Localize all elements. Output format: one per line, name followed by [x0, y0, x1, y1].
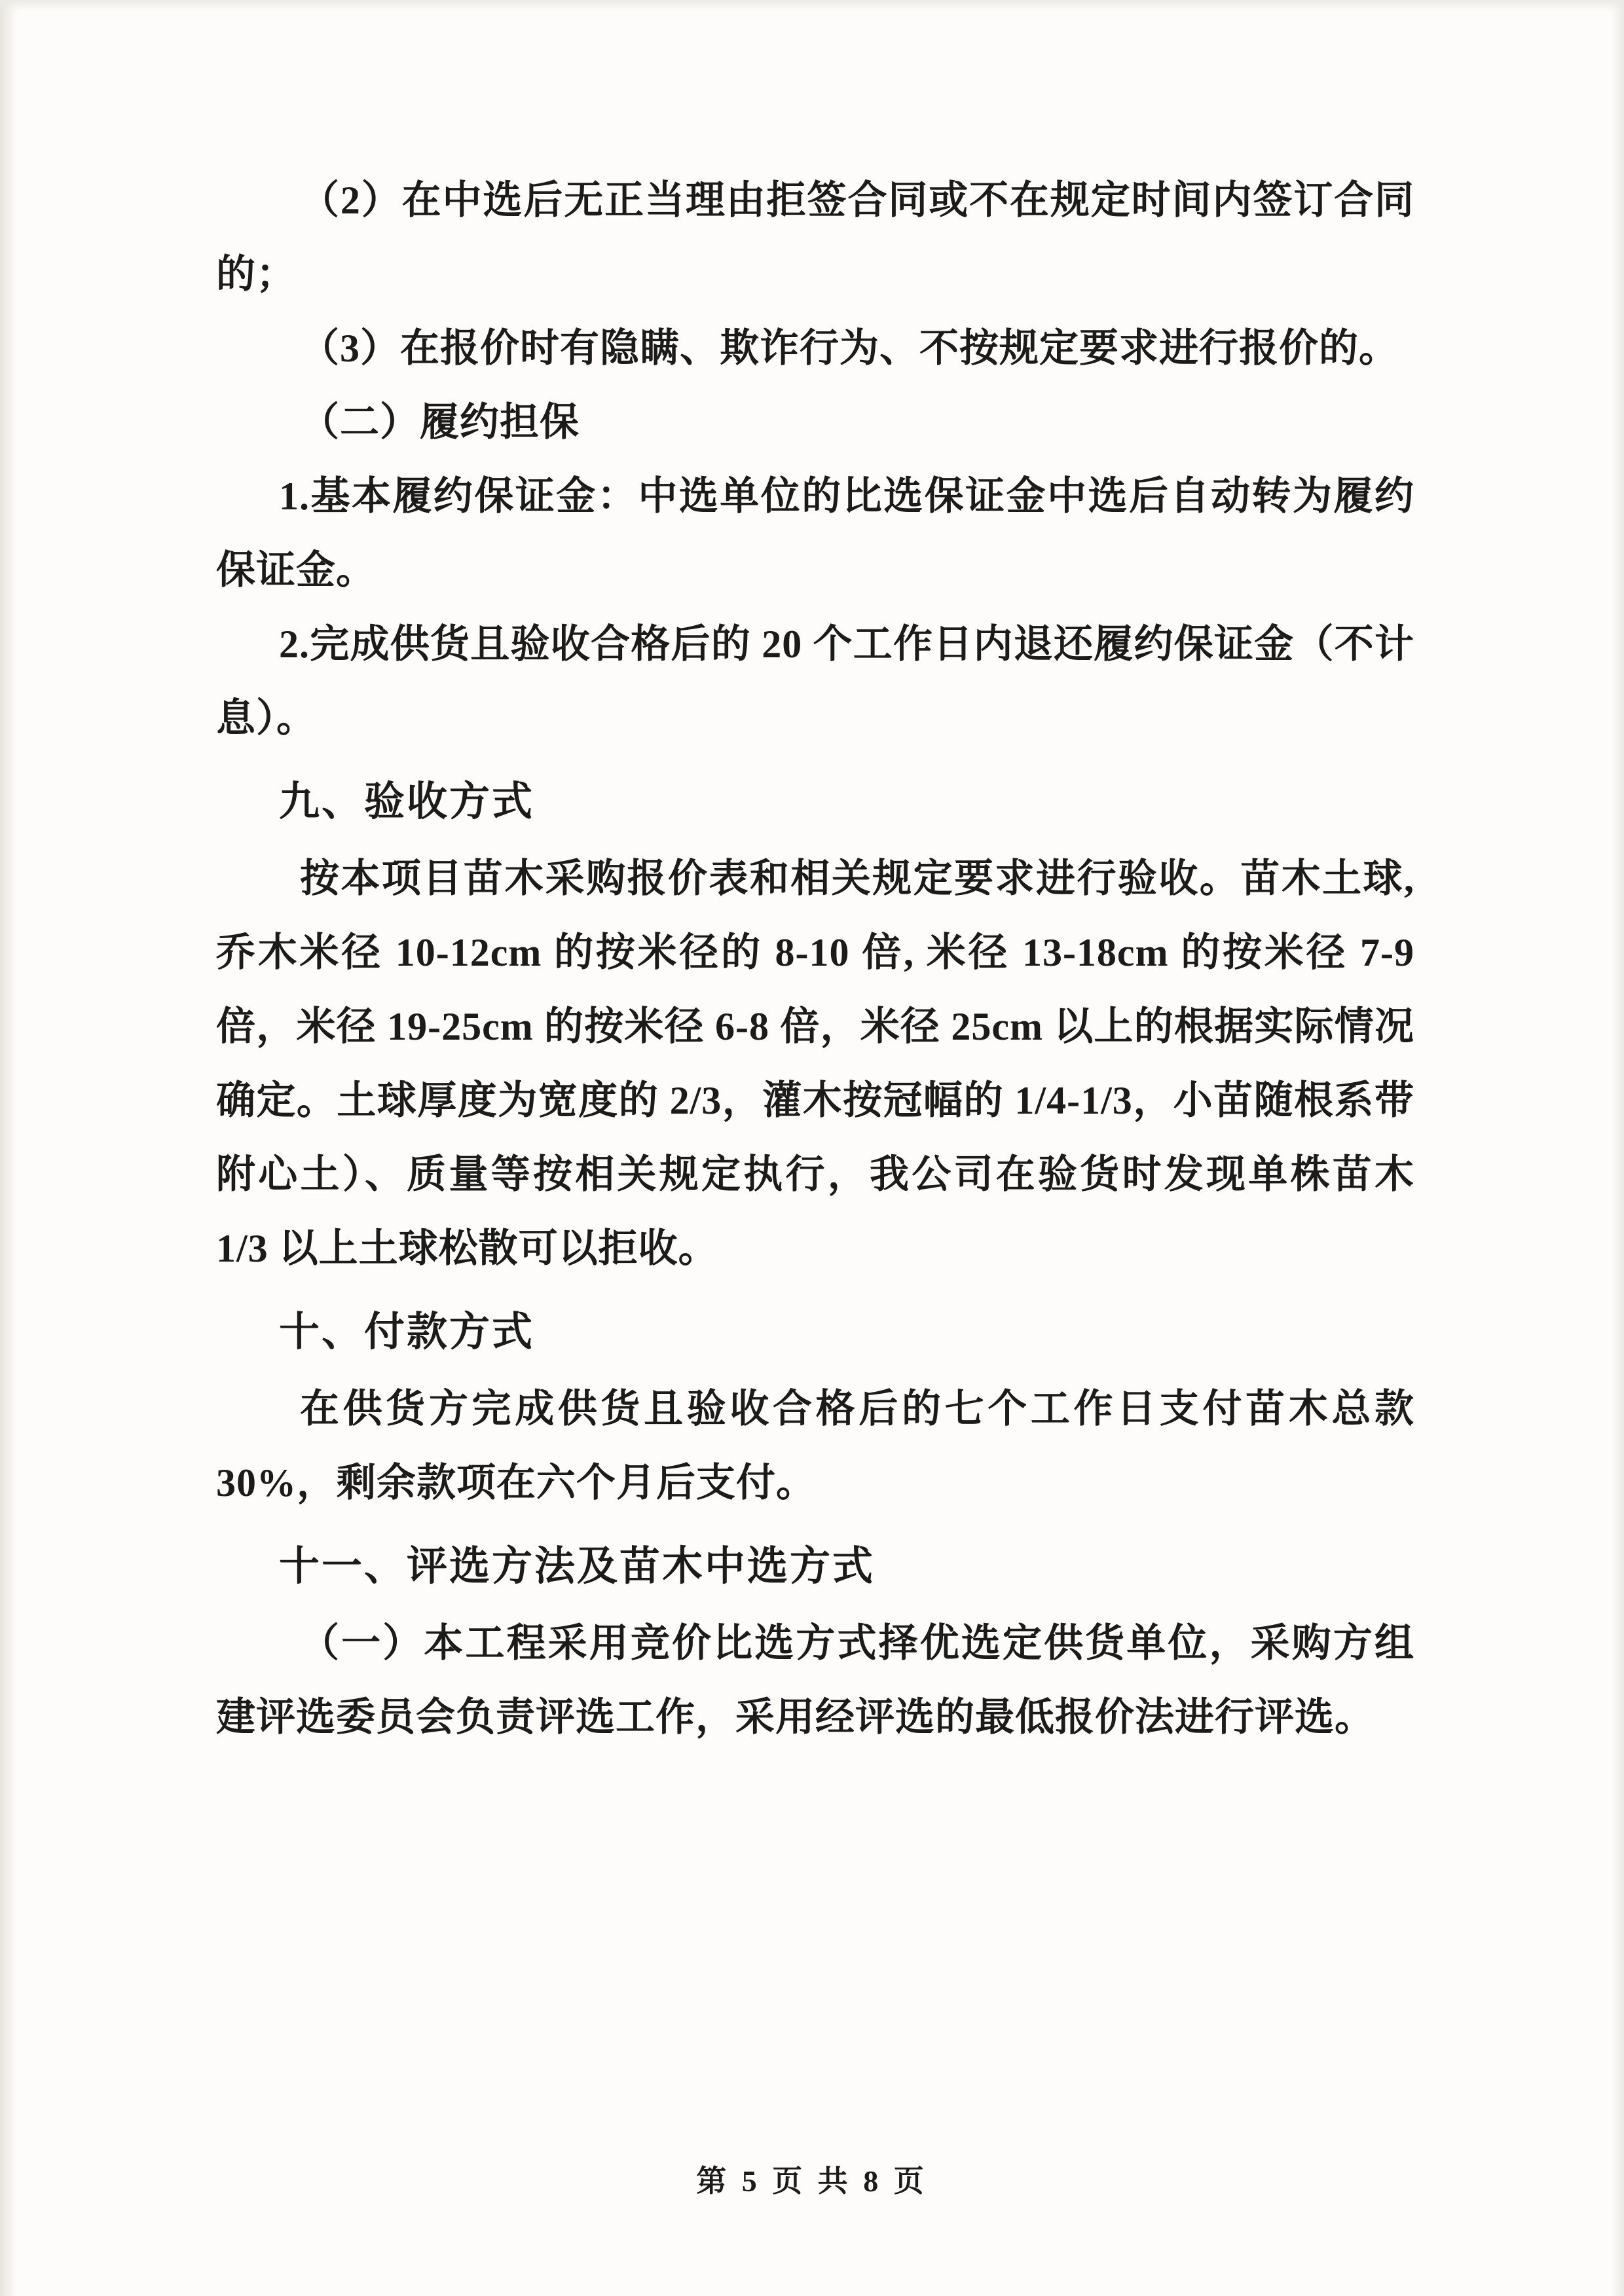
heading-section-nine: 九、验收方式: [279, 780, 535, 824]
page-footer-number: 第 5 页 共 8 页: [696, 2164, 928, 2198]
document-body: [216, 164, 1414, 1755]
heading-section-ten: 十、付款方式: [279, 1310, 535, 1355]
heading-section-eleven: 十一、评选方法及苗木中选方式: [279, 1544, 876, 1589]
page-edge-shadow-top: [0, 0, 1624, 12]
paragraph-clause-1: 1.基本履约保证金：中选单位的比选保证金中选后自动转为履约保证金。: [216, 475, 1414, 592]
page-edge-shadow-right: [1611, 0, 1624, 2296]
paragraph-item-3: （3）在报价时有隐瞒、欺诈行为、不按规定要求进行报价的。: [300, 327, 1399, 370]
paragraph-body-nine: 按本项目苗木采购报价表和相关规定要求进行验收。苗木土球,乔木米径 10-12cm 的按米径的 8-10 倍, 米径 13-18cm 的按米径 7-9 倍，米径 19-25cm 的按米径 6-8 倍，米径 25cm 以上的根据实际情况确定。土球厚度为宽度的 2/3，灌木按冠幅的 1/4-1/3，小苗随根系带附心土）、质量等按相关规定执行，我公司在验货时发现单株苗木 1/3 以上土球松散可以拒收。: [216, 857, 1414, 1270]
paragraph-clause-2: 2.完成供货且验收合格后的 20 个工作日内退还履约保证金（不计息）。: [216, 623, 1414, 740]
paragraph-body-ten: 在供货方完成供货且验收合格后的七个工作日支付苗木总款 30%，剩余款项在六个月后支付。: [216, 1387, 1414, 1504]
page-edge-shadow-left: [0, 0, 17, 2296]
paragraph-section-2-title: （二）履约担保: [300, 401, 580, 444]
paragraph-item-2: （2）在中选后无正当理由拒签合同或不在规定时间内签订合同的；: [216, 179, 1414, 296]
paragraph-body-eleven: （一）本工程采用竞价比选方式择优选定供货单位，采购方组建评选委员会负责评选工作，采用经评选的最低报价法进行评选。: [216, 1622, 1414, 1739]
